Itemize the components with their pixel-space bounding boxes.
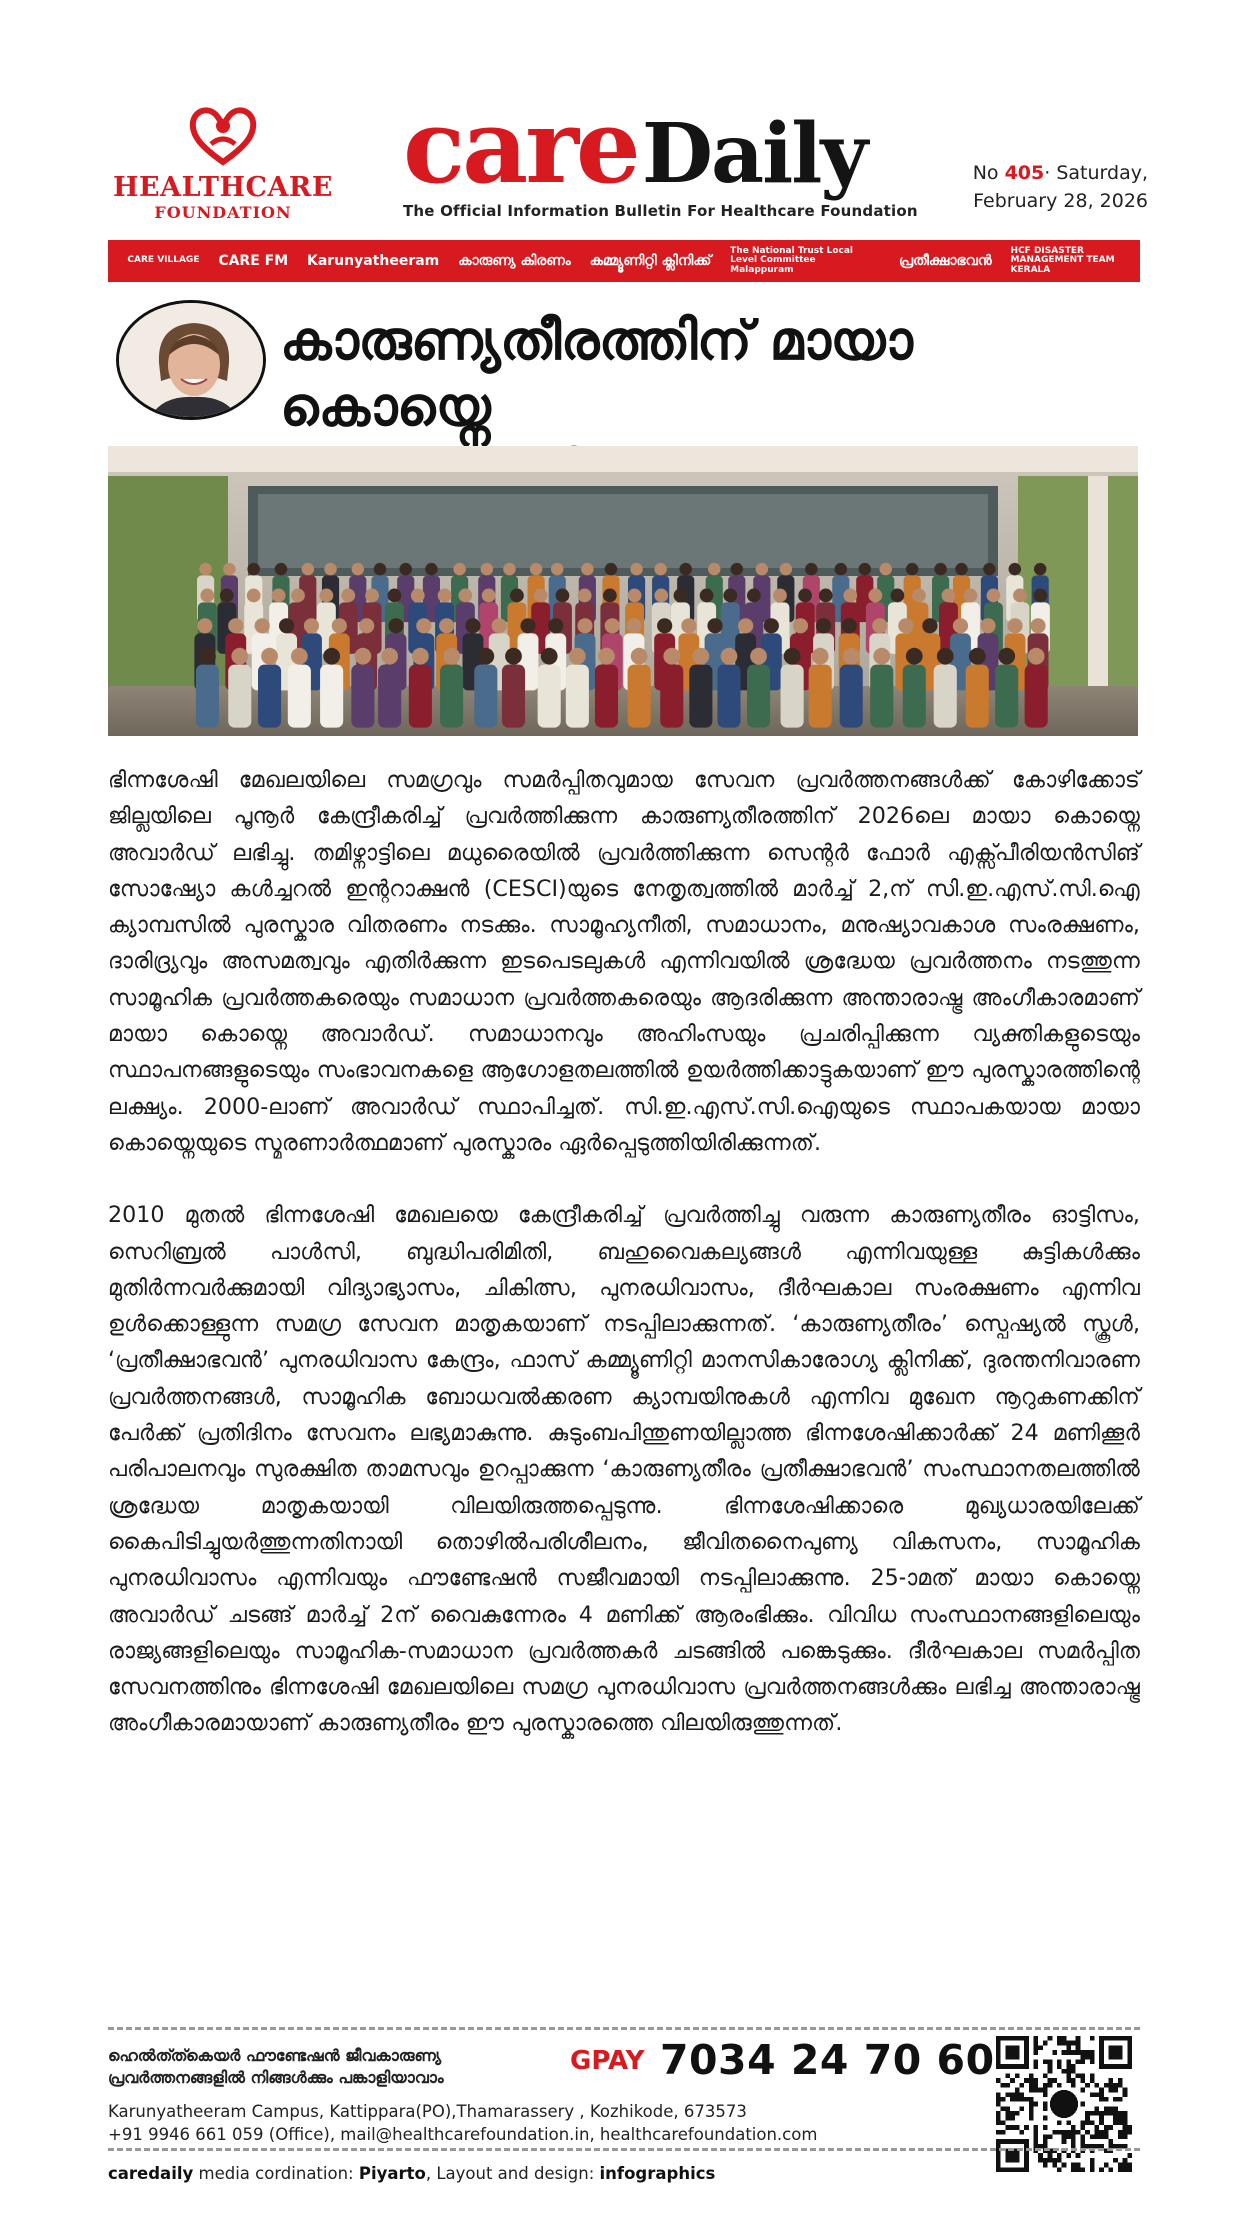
person-head bbox=[465, 618, 480, 633]
person-head bbox=[598, 648, 615, 665]
person-head bbox=[731, 563, 743, 575]
person-head bbox=[279, 618, 294, 633]
issue-prefix: No bbox=[972, 162, 1005, 184]
credits-text-2: , Layout and design: bbox=[425, 2164, 600, 2183]
person-head bbox=[969, 648, 986, 665]
person-head bbox=[843, 648, 860, 665]
address-line-1: Karunyatheeram Campus, Kattippara(PO),Thamarassery , Kozhikode, 673573 bbox=[108, 2102, 747, 2121]
person-head bbox=[692, 648, 709, 665]
person-head bbox=[443, 648, 460, 665]
headline-section bbox=[108, 296, 1140, 438]
gpay-number[interactable]: 7034 24 70 60 bbox=[660, 2036, 995, 2084]
person-head bbox=[842, 618, 857, 633]
person-head bbox=[793, 618, 808, 633]
person-body bbox=[781, 665, 804, 728]
person-head bbox=[577, 618, 592, 633]
person-head bbox=[955, 563, 967, 575]
person-head bbox=[964, 589, 978, 603]
person-head bbox=[578, 589, 592, 603]
person-body bbox=[966, 665, 989, 728]
person-head bbox=[374, 563, 386, 575]
person-head bbox=[1030, 618, 1045, 633]
person-head bbox=[231, 648, 248, 665]
masthead-header bbox=[108, 87, 1148, 226]
person-head bbox=[439, 618, 454, 633]
person-head bbox=[937, 648, 954, 665]
person-head bbox=[998, 648, 1015, 665]
gpay-label: GPAY bbox=[570, 2046, 645, 2076]
person-head bbox=[843, 589, 857, 603]
person-head bbox=[872, 618, 887, 633]
person-head bbox=[605, 563, 617, 575]
person-head bbox=[819, 589, 833, 603]
person-head bbox=[773, 589, 787, 603]
person-head bbox=[199, 563, 211, 575]
person-body bbox=[566, 665, 589, 728]
person-head bbox=[700, 589, 714, 603]
person-head bbox=[304, 618, 319, 633]
person-body bbox=[228, 665, 251, 728]
person-head bbox=[626, 618, 641, 633]
person-head bbox=[324, 563, 336, 575]
article-body bbox=[108, 762, 1140, 1742]
person-head bbox=[1034, 589, 1048, 603]
person-head bbox=[425, 563, 437, 575]
person-head bbox=[723, 589, 737, 603]
person-head bbox=[381, 648, 398, 665]
person-head bbox=[859, 563, 871, 575]
person-head bbox=[291, 648, 308, 665]
credits-design: infographics bbox=[599, 2164, 716, 2183]
person-head bbox=[654, 589, 668, 603]
person-head bbox=[756, 563, 768, 575]
person-head bbox=[891, 589, 905, 603]
person-head bbox=[747, 589, 761, 603]
person-head bbox=[272, 589, 286, 603]
portrait-photo bbox=[116, 300, 266, 420]
person-head bbox=[458, 589, 472, 603]
person-head bbox=[764, 618, 779, 633]
person-body bbox=[538, 665, 561, 728]
person-head bbox=[906, 648, 923, 665]
person-head bbox=[411, 589, 425, 603]
person-head bbox=[654, 563, 666, 575]
person-head bbox=[197, 618, 212, 633]
person-head bbox=[942, 589, 956, 603]
person-head bbox=[631, 648, 648, 665]
nav-national-trust[interactable]: The National Trust Local Level Committee Malappuram bbox=[730, 245, 854, 275]
person-head bbox=[223, 563, 235, 575]
person-head bbox=[261, 648, 278, 665]
person-head bbox=[812, 648, 829, 665]
appeal-line-1: ഹെൽത്ത്കെയർ ഫൗണ്ടേഷൻ ജീവകാരുണ്യ bbox=[108, 2046, 442, 2065]
nav-care-village[interactable]: CARE VILLAGE bbox=[127, 255, 200, 266]
person-body bbox=[474, 665, 497, 728]
person-head bbox=[548, 618, 563, 633]
person-head bbox=[477, 648, 494, 665]
person-head bbox=[780, 563, 792, 575]
issue-number: 405 bbox=[1004, 162, 1045, 184]
person-body bbox=[870, 665, 893, 728]
article-paragraph-1: ഭിന്നശേഷി മേഖലയിലെ സമഗ്രവും സമർപ്പിതവുമായ സേവന പ്രവർത്തനങ്ങൾക്ക് കോഴിക്കോട് ജില്ലയിലെ പൂനൂർ കേന്ദ്രീകരിച്ച് പ്രവർത്തിക്കുന്ന കാരുണ്യതീരത്തിന് 2026ലെ മായാ കൊയ്നെ അവാർഡ് ലഭിച്ചു. തമിഴ്നാട്ടിലെ മധുരൈയിൽ പ്രവർത്തിക്കുന്ന സെന്റർ ഫോർ എക്സ്പീരിയൻസിങ് സോഷ്യോ കൾച്ചറൽ ഇന്ററാക്ഷൻ (CESCI)യുടെ നേതൃത്വത്തിൽ മാർച്ച് 2,ന് സി.ഇ.എസ്.സി.ഐ ക്യാമ്പസിൽ പുരസ്കാര വിതരണം നടക്കും. സാമൂഹ്യനീതി, സമാധാനം, മനുഷ്യാവകാശ സംരക്ഷണം, ദാരിദ്ര്യവും അസമത്വവും എതിർക്കുന്ന ഇടപെടലുകൾ എന്നിവയിൽ ശ്രദ്ധേയ പ്രവർത്തനം നടത്തുന്ന സാമൂഹിക പ്രവർത്തകരെയും സമാധാന പ്രവർത്തകരെയും ആദരിക്കുന്ന അന്താരാഷ്ട്ര അംഗീകാരമാണ് മായാ കൊയ്നെ അവാർഡ്. സമാധാനവും അഹിംസയും പ്രചരിപ്പിക്കുന്ന വ്യക്തികളുടെയും സ്ഥാപനങ്ങളുടെയും സംഭാവനകളെ ആഗോളതലത്തിൽ ഉയർത്തിക്കാട്ടുകയാണ് ഈ പുരസ്കാരത്തിന്റെ ലക്ഷ്യം. 2000-ലാണ് അവാർഡ് സ്ഥാപിച്ചത്. സി.ഇ.എസ്.സി.ഐയുടെ സ്ഥാപകയായ മായാ കൊയ്നെയുടെ സ്മരണാർത്ഥമാണ് പുരസ്കാരം ഏർപ്പെടുത്തിയിരിക്കുന്നത്. bbox=[108, 767, 1140, 1156]
person-body bbox=[717, 665, 740, 728]
person-head bbox=[388, 589, 402, 603]
person-head bbox=[220, 589, 234, 603]
person-head bbox=[681, 618, 696, 633]
person-head bbox=[275, 563, 287, 575]
logo-name: HEALTHCARE bbox=[113, 172, 333, 203]
person-head bbox=[551, 563, 563, 575]
person-head bbox=[199, 648, 216, 665]
appeal-line-2: പ്രവർത്തനങ്ങളിൽ നിങ്ങൾക്കും പങ്കാളിയാവാം bbox=[108, 2067, 444, 2087]
person-head bbox=[556, 589, 570, 603]
person-head bbox=[912, 589, 926, 603]
person-body bbox=[595, 665, 618, 728]
person-head bbox=[879, 563, 891, 575]
person-head bbox=[1007, 618, 1022, 633]
person-head bbox=[505, 648, 522, 665]
person-body bbox=[440, 665, 463, 728]
group-photo bbox=[108, 446, 1138, 736]
contact-address bbox=[108, 2100, 817, 2146]
person-head bbox=[868, 589, 882, 603]
person-head bbox=[388, 618, 403, 633]
group-photo-illustration bbox=[108, 446, 1138, 736]
person-head bbox=[534, 589, 548, 603]
issue-day: · Saturday, bbox=[1044, 162, 1148, 184]
person-head bbox=[359, 618, 374, 633]
person-head bbox=[1013, 589, 1027, 603]
person-body bbox=[934, 665, 957, 728]
footer-divider-top bbox=[108, 2027, 1140, 2030]
nav-disaster-team[interactable]: HCF DISASTER MANAGEMENT TEAM KERALA bbox=[1010, 245, 1115, 275]
person-head bbox=[399, 563, 411, 575]
nav-karunyatheeram[interactable]: Karunyatheeram bbox=[306, 252, 440, 269]
credits-media: Piyarto bbox=[358, 2164, 426, 2183]
person-head bbox=[354, 648, 371, 665]
person-head bbox=[510, 589, 524, 603]
footer-divider-bottom bbox=[108, 2148, 1140, 2151]
person-head bbox=[302, 563, 314, 575]
person-head bbox=[953, 618, 968, 633]
person-body bbox=[628, 665, 651, 728]
person-head bbox=[530, 563, 542, 575]
person-head bbox=[980, 618, 995, 633]
person-body bbox=[809, 665, 832, 728]
person-head bbox=[922, 618, 937, 633]
person-body bbox=[840, 665, 863, 728]
person-body bbox=[995, 665, 1018, 728]
person-head bbox=[657, 618, 672, 633]
person-head bbox=[492, 618, 507, 633]
person-head bbox=[482, 589, 496, 603]
credits-brand: caredaily bbox=[108, 2164, 194, 2183]
person-head bbox=[247, 563, 259, 575]
nav-pratheekshabhavan[interactable]: പ്രതീക്ഷാഭവൻ bbox=[898, 252, 992, 269]
tagline: The Official Information Bulletin For Healthcare Foundation bbox=[403, 202, 918, 220]
credits-line bbox=[108, 2164, 715, 2183]
person-body bbox=[288, 665, 311, 728]
person-head bbox=[1028, 648, 1045, 665]
title-care: care bbox=[403, 87, 638, 207]
qr-code-icon[interactable] bbox=[996, 2036, 1132, 2172]
person-head bbox=[200, 589, 214, 603]
person-head bbox=[784, 648, 801, 665]
headline-line-1: കാരുണ്യതീരത്തിന് മായാ കൊയ്നെ bbox=[280, 309, 913, 438]
portrait-illustration bbox=[119, 303, 266, 420]
person-head bbox=[798, 589, 812, 603]
issue-info bbox=[973, 160, 1148, 215]
nav-care-fm[interactable]: CARE FM bbox=[218, 252, 289, 269]
person-head bbox=[247, 589, 261, 603]
person-head bbox=[805, 563, 817, 575]
care-daily-title bbox=[403, 87, 963, 220]
person-head bbox=[835, 563, 847, 575]
address-line-2[interactable]: +91 9946 661 059 (Office), mail@healthcarefoundation.in, healthcarefoundation.com bbox=[108, 2125, 818, 2145]
person-head bbox=[1009, 563, 1021, 575]
nav-community-clinic[interactable]: കമ്മ്യൂണിറ്റി ക്ലിനിക്ക് bbox=[589, 252, 712, 269]
article-paragraph-2: 2010 മുതൽ ഭിന്നശേഷി മേഖലയെ കേന്ദ്രീകരിച്ച് പ്രവർത്തിച്ചു വരുന്ന കാരുണ്യതീരം ഓട്ടിസം, സെറിബ്രൽ പാൾസി, ബുദ്ധിപരിമിതി, ബഹുവൈകല്യങ്ങൾ എന്നിവയുള്ള കുട്ടികൾക്കും മുതിർന്നവർക്കുമായി വിദ്യാഭ്യാസം, ചികിത്സ, പുനരധിവാസം, ദീർഘകാല സംരക്ഷണം എന്നിവ ഉൾക്കൊള്ളുന്ന സമഗ്ര സേവന മാതൃകയാണ് നടപ്പിലാക്കുന്നത്. ‘കാരുണ്യതീരം’ സ്പെഷ്യൽ സ്കൂൾ, ‘പ്രതീക്ഷാഭവൻ’ പുനരധിവാസ കേന്ദ്രം, ഫാസ് കമ്മ്യൂണിറ്റി മാനസികാരോഗ്യ ക്ലിനിക്ക്, ദുരന്തനിവാരണ പ്രവർത്തനങ്ങൾ, സാമൂഹിക ബോധവൽക്കരണ ക്യാമ്പയിനുകൾ എന്നിവ മുഖേന നൂറുകണക്കിന് പേർക്ക് പ്രതിദിനം സേവനം ലഭ്യമാകുന്നു. കുടുംബപിന്തുണയില്ലാത്ത ഭിന്നശേഷിക്കാർക്ക് 24 മണിക്കൂർ പരിപാലനവും സുരക്ഷിത താമസവും ഉറപ്പാക്കുന്ന ‘കാരുണ്യതീരം പ്രതീക്ഷാഭവൻ’ സംസ്ഥാനതലത്തിൽ ശ്രദ്ധേയ മാതൃകയായി വിലയിരുത്തപ്പെടുന്നു. ഭിന്നശേഷിക്കാരെ മുഖ്യധാരയിലേക്ക് കൈപിടിച്ചുയർത്തുന്നതിനായി തൊഴിൽപരിശീലനം, ജീവിതനൈപുണ്യ വികസനം, സാമൂഹിക പുനരധിവാസം എന്നിവയും ഫൗണ്ടേഷൻ സജീവമായി നടപ്പിലാക്കുന്നു. 25-ാമത് മായാ കൊയ്നെ അവാർഡ് ചടങ്ങ് മാർച്ച് 2ന് വൈകുന്നേരം 4 മണിക്ക് ആരംഭിക്കും. വിവിധ സംസ്ഥാനങ്ങളിലെയും രാജ്യങ്ങളിലെയും സാമൂഹിക-സമാധാന പ്രവർത്തകർ ചടങ്ങിൽ പങ്കെടുക്കും. ദീർഘകാല സമർപ്പിത സേവനത്തിനും ഭിന്നശേഷി മേഖലയിലെ സമഗ്ര പുനരധിവാസ പ്രവർത്തനങ്ങൾക്കും ലഭിച്ച അന്താരാഷ്ട്ര അംഗീകാരമായാണ് കാരുണ്യതീരം ഈ പുരസ്കാരത്തെ വിലയിരുത്തുന്നത്. bbox=[108, 1202, 1140, 1737]
person-body bbox=[502, 665, 525, 728]
credits-text-1: media cordination: bbox=[193, 2164, 359, 2183]
person-body bbox=[320, 665, 343, 728]
person-body bbox=[747, 665, 770, 728]
person-body bbox=[660, 665, 683, 728]
heart-hands-icon bbox=[183, 104, 263, 166]
person-head bbox=[438, 589, 452, 603]
person-head bbox=[603, 589, 617, 603]
title-daily: Daily bbox=[641, 106, 867, 202]
person-head bbox=[679, 563, 691, 575]
person-head bbox=[569, 648, 586, 665]
person-head bbox=[628, 589, 642, 603]
person-head bbox=[738, 618, 753, 633]
person-body bbox=[903, 665, 926, 728]
person-head bbox=[906, 563, 918, 575]
person-head bbox=[987, 589, 1001, 603]
person-body bbox=[258, 665, 281, 728]
person-body bbox=[351, 665, 374, 728]
person-head bbox=[721, 648, 738, 665]
person-head bbox=[541, 648, 558, 665]
person-head bbox=[365, 589, 379, 603]
person-head bbox=[332, 618, 347, 633]
person-head bbox=[503, 563, 515, 575]
person-head bbox=[898, 618, 913, 633]
issue-date: February 28, 2026 bbox=[973, 189, 1148, 212]
person-head bbox=[750, 648, 767, 665]
program-nav-bar bbox=[108, 240, 1140, 282]
person-head bbox=[1034, 563, 1046, 575]
person-head bbox=[581, 563, 593, 575]
person-head bbox=[319, 589, 333, 603]
person-head bbox=[255, 618, 270, 633]
healthcare-foundation-logo bbox=[108, 104, 338, 222]
person-head bbox=[352, 563, 364, 575]
nav-karunya-kiranam[interactable]: കാരുണ്യ കിരണം bbox=[458, 252, 571, 269]
person-head bbox=[674, 589, 688, 603]
person-head bbox=[663, 648, 680, 665]
person-head bbox=[323, 648, 340, 665]
person-body bbox=[378, 665, 401, 728]
donation-appeal bbox=[108, 2045, 444, 2088]
person-head bbox=[291, 589, 305, 603]
person-head bbox=[707, 618, 722, 633]
person-head bbox=[481, 563, 493, 575]
person-head bbox=[934, 563, 946, 575]
person-head bbox=[816, 618, 831, 633]
person-body bbox=[689, 665, 712, 728]
person-head bbox=[341, 589, 355, 603]
person-head bbox=[708, 563, 720, 575]
logo-sub: FOUNDATION bbox=[154, 203, 292, 222]
person-head bbox=[412, 648, 429, 665]
person-head bbox=[630, 563, 642, 575]
person-body bbox=[1025, 665, 1048, 728]
person-head bbox=[873, 648, 890, 665]
person-body bbox=[409, 665, 432, 728]
person-head bbox=[228, 618, 243, 633]
person-body bbox=[196, 665, 219, 728]
person-head bbox=[983, 563, 995, 575]
person-head bbox=[605, 618, 620, 633]
person-head bbox=[416, 618, 431, 633]
person-head bbox=[520, 618, 535, 633]
person-head bbox=[453, 563, 465, 575]
